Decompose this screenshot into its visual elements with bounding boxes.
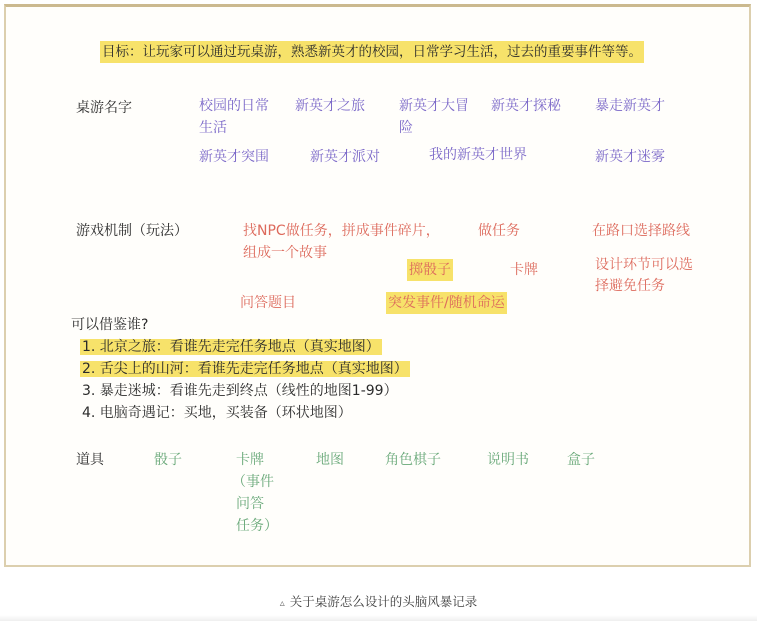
mechanic-item: 掷骰子 [407, 259, 453, 281]
reference-item: 3. 暴走迷城：看谁先走到终点（线性的地图1-99） [82, 383, 398, 399]
reference-item [80, 336, 382, 358]
mechanic-item: 问答题目 [240, 295, 296, 311]
mechanic-item: 突发事件/随机命运 [386, 292, 507, 314]
name-item: 险 [399, 120, 413, 136]
names-heading: 桌游名字 [76, 100, 132, 116]
name-item: 暴走新英才 [595, 98, 665, 114]
name-item: 新英才大冒 [399, 98, 469, 114]
mechanic-item: 卡牌 [510, 262, 538, 278]
name-item: 新英才之旅 [295, 98, 365, 114]
name-item: 我的新英才世界 [429, 147, 527, 163]
mechanic-item: 组成一个故事 [243, 245, 327, 261]
mechanic-item: 找NPC做任务，拼成事件碎片， [243, 223, 440, 239]
prop-item: 卡牌 [236, 452, 264, 468]
name-item: 新英才迷雾 [595, 149, 665, 165]
prop-item: 说明书 [487, 452, 529, 468]
prop-item: 任务） [236, 518, 278, 534]
name-item: 新英才突围 [199, 149, 269, 165]
triangle-up-icon: ▵ [279, 598, 285, 609]
mechanic-item: 在路口选择路线 [592, 223, 690, 239]
prop-item: 盒子 [567, 452, 595, 468]
references-heading: 可以借鉴谁? [71, 317, 149, 333]
props-heading: 道具 [76, 452, 104, 468]
prop-item: 地图 [316, 452, 344, 468]
prop-item: （事件 [232, 474, 274, 490]
mechanics-heading: 游戏机制（玩法） [76, 223, 188, 239]
mechanic-item: 设计环节可以选 [595, 257, 693, 273]
reference-text: 1. 北京之旅：看谁先走完任务地点（真实地图） [82, 339, 380, 355]
caption-text: 关于桌游怎么设计的头脑风暴记录 [289, 594, 478, 609]
image-caption [0, 592, 757, 614]
prop-item: 骰子 [154, 452, 182, 468]
name-item: 新英才派对 [310, 149, 380, 165]
reference-item [80, 358, 410, 380]
mechanic-item: 择避免任务 [595, 278, 665, 294]
prop-item: 角色棋子 [385, 452, 441, 468]
prop-item: 问答 [236, 496, 264, 512]
name-item: 校园的日常 [199, 98, 269, 114]
reference-text: 2. 舌尖上的山河：看谁先走完任务地点（真实地图） [82, 361, 408, 377]
mechanic-item: 做任务 [478, 223, 520, 239]
name-item: 生活 [199, 120, 227, 136]
name-item: 新英才探秘 [491, 98, 561, 114]
goal-text: 目标：让玩家可以通过玩桌游，熟悉新英才的校园，日常学习生活，过去的重要事件等等。 [100, 41, 644, 63]
reference-item: 4. 电脑奇遇记：买地，买装备（环状地图） [82, 405, 352, 421]
bottom-divider [0, 615, 757, 621]
